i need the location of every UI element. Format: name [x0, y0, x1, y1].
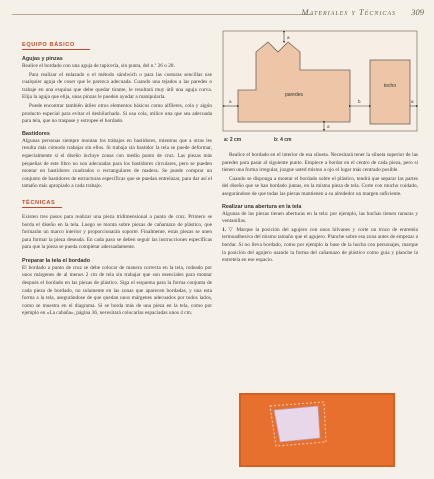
roof-piece: [370, 60, 410, 124]
photo-svg: [222, 392, 418, 468]
paragraph-step-1: [222, 227, 418, 265]
page-number: 309: [411, 7, 424, 17]
paragraph: Puede encontrar también útiles otros elementos básicos como alfileres, cola y algún producto especial para evitar el deshilachado. Si usa cola, utilice una que sea adecuada para tela, que no traspase y estropee el bordado.: [22, 102, 212, 125]
subheading-abertura: Realizar una abertura en la tela: [222, 203, 302, 210]
caption-a: a: 2 cm: [224, 137, 242, 143]
left-column: [22, 42, 212, 319]
dim-label: a: [327, 124, 330, 129]
paragraph: Algunas personas siempre montan los trabajos en bastidores, mientras que a otras les resulta más cómodo trabajar sin ellos. Si trabaja sin bastidor la tela se puede deformar, especialmente si el diseño incluye zonas con medio punto de cruz. Las piezas más pequeñas de este libro no son adecuadas para los bastidores circulares, pero se pueden montar en bastidores cuadrados o rectangulares de madera. Se puede comprar un conjunto de bastidores de estructuras específicas que se puedan entrelazar, para dar así el tamaño más apropiado a cada trabajo.: [22, 137, 212, 190]
subheading-agujas: Agujas y pinzas: [22, 56, 63, 62]
label-walls: paredes: [284, 92, 304, 98]
dim-label: b: [358, 99, 361, 104]
dim-label: a: [229, 99, 232, 104]
subheading-bastidores: Bastidores: [22, 130, 50, 137]
paragraph: Realice el bordado con una aguja de tapicería, sin punta, del n.º 26 o 28.: [22, 63, 175, 69]
label-roof: techo: [383, 83, 397, 89]
dim-label: a: [411, 99, 414, 104]
paragraph: Realice el bordado en el interior de esa silueta. Necesitará tener la silueta superior de las paredes para pasar al siguiente punto. Empiece a bordar en el centro de cada pieza, pero si tienen una forma irregular, juzgue usted mismo a ojo el lugar más centrado posible.: [222, 152, 418, 174]
header-title: Materiales y Técnicas: [301, 7, 396, 17]
paragraph: Existen tres pasos para realizar una pieza tridimensional a punto de cruz. Primero se borda el diseño en la tela. Luego se monta sobre piezas de cañamazo de plástico, que formarán un marco interior y proporcionarán soporte. Finalmente, estas piezas se unen para formar la pieza deseada. En cada paso se deben seguir las instrucciones específicas para que la pieza se pueda completar adecuadamente.: [22, 213, 212, 251]
paragraph: Algunas de las piezas tienen aberturas en la tela: por ejemplo, las huchas tienen ranuras y ventanillas.: [222, 210, 418, 225]
interfacing-patch: [274, 406, 320, 442]
header-rule: [12, 14, 312, 15]
paragraph: El bordado a punto de cruz se debe colocar de manera correcta en la tela, rodeado por unos márgenes de al menos 2 cm de tela sin trabajar que son esenciales para montar después el bordado en las piezas de plástico. Siga el esquema para la forma conjunta de cada pieza de bordado, no solamente en las zonas que aparecen bordadas, y una esta forma a la tela, asegurándose de que quedan unos márgenes adecuados por todos lados, como se muestra en el diagrama. Si se borda más de una pieza en la tela, como por ejemplo en «La cabaña», página 36, necesitará colocarlas espaciadas unos 4 cm.: [22, 264, 212, 317]
diagram-svg: [222, 30, 418, 155]
right-column: [222, 30, 418, 266]
dim-label: a: [287, 35, 290, 40]
photo-felt-opening: [222, 392, 418, 468]
subheading-preparar: Preparar la tela el bordado: [22, 257, 91, 264]
right-text: [222, 152, 418, 265]
step-mark: ▽: [228, 226, 234, 233]
caption-b: b: 4 cm: [274, 137, 292, 143]
paragraph: Para realizar el enlazado o el método sándwich o para las costuras sencillas use cualquier aguja de coser que le parezca adecuada. Cuando una tejados a las paredes o trabaje en una esquina que debe quedar tirante, le resultará muy útil una aguja curva. Elija la aguja que elija, unas pinzas le pueden ayudar a manipularla.: [22, 71, 212, 101]
section-heading-equipo: EQUIPO BÁSICO: [22, 42, 90, 50]
pattern-diagram: [222, 30, 418, 143]
section-heading-tecnicas: TÉCNICAS: [22, 200, 62, 208]
step-number: 1.: [222, 226, 226, 233]
running-header: [0, 4, 434, 20]
step-text: Marque la posición del agujero con unos hilvanes y corte un trozo de entretela termoadhesiva del mismo tamaño que el agujero. Planche sobre esa zona antes de empezar a bordar. Si no lleva bordado, como por ejemplo la base de la hucha con personajes, marque la posición del agujero usando la forma del cañamazo de plástico como guía y planche la entretela en ese espacio.: [222, 226, 418, 264]
paragraph: Cuando se disponga a montar el bordado sobre el plástico, tendrá que separar las partes del diseño que se han bordado juntas, en la misma pieza de tela. Corte con mucho cuidado, asegurándose de que todas las piezas mantienen a su alrededor un margen suficiente.: [222, 175, 418, 197]
